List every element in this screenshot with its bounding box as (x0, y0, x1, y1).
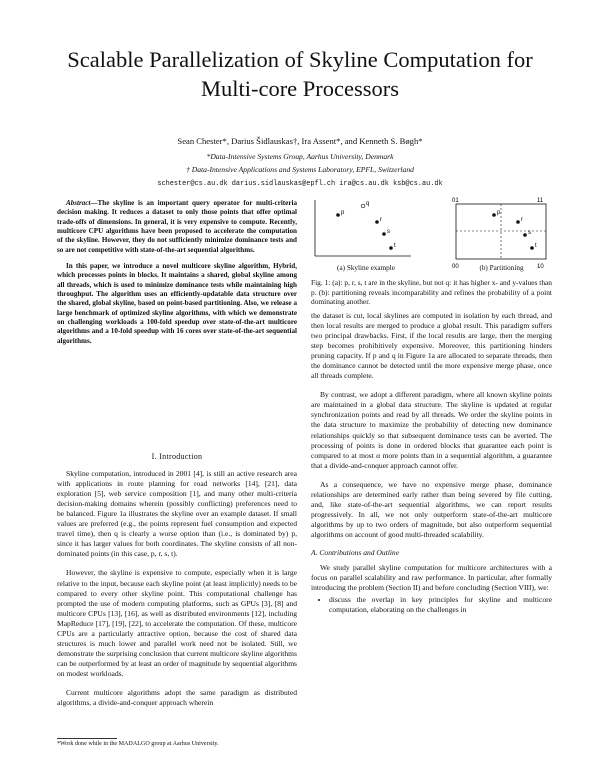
subcaption-a: (a) Skyline example (337, 264, 395, 272)
label-t-a: t (394, 243, 396, 249)
panel-b (452, 198, 546, 270)
intro-paragraph-1: Skyline computation, introduced in 2001 [4], is still an active research area with applications in route planning for road networks [14], [21], data exploration [5], web service composition [1], and many other multi-criteria decision-making domains wherein (possibly conflicting) preferences need to be balanced. Figure 1a illustrates the skyline over an example dataset. If small values are preferred (e.g., the points represent fuel consumption and expected travel time), then q is clearly a worse option than (i.e., is dominated by) p, since it has larger values for both coordinates. The skyline consists of all non-dominated points (in this case, p, r, s, t). (57, 469, 297, 559)
point-q-a (361, 204, 365, 208)
quadrant-11: 11 (537, 198, 544, 204)
subsection-heading-contributions: A. Contributions and Outline (311, 547, 400, 557)
contributions-list (311, 595, 552, 615)
label-s-a: s (387, 229, 390, 235)
figure-1-caption: Fig. 1: (a): p, r, s, t are in the skyline, but not q: it has higher x- and y-values than p. (b): partitioning reveals incomparability and refines the probability of a point dominating another. (311, 278, 552, 307)
affiliation-2: † Data-Intensive Applications and Systems Laboratory, EPFL, Switzerland (186, 165, 414, 174)
left-column-body (57, 452, 297, 708)
label-p-a: p (341, 210, 345, 216)
author-emails: schester@cs.au.dk darius.sidlauskas@epfl.ch ira@cs.au.dk ksb@cs.au.dk (157, 180, 443, 188)
point-s-a (382, 232, 386, 236)
label-p-b: p (497, 210, 501, 216)
abstract-lead: Abstract (66, 199, 91, 207)
label-q-a: q (366, 201, 370, 207)
section-heading-introduction: I. Introduction (151, 452, 203, 461)
panel-a (315, 200, 411, 256)
figure-1 (311, 196, 552, 276)
point-r-a (375, 220, 379, 224)
label-r-b: r (521, 217, 523, 223)
contributions-paragraph: We study parallel skyline computation for multicore architectures with a focus on parallel scalability and raw performance. In particular, after formally introducing the problem (Section II) and before concluding (Section VIII), we: (311, 563, 552, 593)
paper-title: Scalable Parallelization of Skyline Computation for Multi-core Processors (67, 47, 533, 101)
author-list: Sean Chester*, Darius Šidlauskas†, Ira Assent*, and Kenneth S. Bøgh* (177, 136, 423, 146)
abstract-paragraph-1 (57, 199, 297, 255)
point-p-a (336, 213, 340, 217)
right-paragraph-3: As a consequence, we have no expensive merge phase, dominance relationships are determined early rather than being severed by file cutting, and, like state-of-the-art sequential algorithms, we can report results progressively. In all, we not only outperform state-of-the-art multicore algorithms by up to two orders of magnitude, but also outperform sequential algorithms on account of good multi-threaded scalability. (311, 479, 552, 539)
quadrant-10: 10 (537, 264, 544, 270)
abstract (57, 199, 297, 346)
label-t-b: t (535, 243, 537, 249)
right-column-body (311, 311, 552, 615)
abstract-paragraph-2: In this paper, we introduce a novel multicore skyline algorithm, Hybrid, which processes points in blocks. It maintains a shared, global skyline among all threads, which is used to minimize dominance tests while maintaining high throughput. The algorithm uses an efficiently-updatable data structure over the shared, global skyline, based on point-based partitioning. Also, we release a large benchmark of optimized skyline algorithms, with which we demonstrate on challenging workloads a 100-fold speedup over state-of-the-art multicore algorithms and a 10-fold speedup with 16 cores over state-of-the-art sequential algorithms. (57, 262, 297, 345)
right-paragraph-1: the dataset is cut, local skylines are computed in isolation by each thread, and then local results are merged to produce a global result. This paradigm suffers two principal drawbacks. First, if the local results are large, then the merging step becomes prohibitively expensive. Moreover, this partitioning hinders pruning capacity. If p and q in Figure 1a are allocated to separate threads, then the dominance cannot be detected until the more expensive merge phase, once all threads complete. (311, 311, 552, 381)
point-p-b (492, 213, 496, 217)
affiliation-1: *Data-Intensive Systems Group, Aarhus University, Denmark (206, 152, 394, 161)
point-t-b (530, 246, 534, 250)
intro-paragraph-3: Current multicore algorithms adopt the same paradigm as distributed algorithms, a divide-and-conquer approach wherein (57, 687, 297, 708)
point-s-b (523, 233, 527, 237)
label-s-b: s (528, 230, 531, 236)
footnote-rule (57, 738, 117, 739)
contribution-bullet-1: • discuss the overlap in key principles for skyline and multicore computation, elaborating on the challenges in (329, 595, 552, 615)
intro-paragraph-2: However, the skyline is expensive to compute, especially when it is large relative to the input, because each skyline point (at least implicitly) needs to be compared to every other skyline point. This computational challenge has prompted the use of modern computing platforms, such as GPUs [3], [8] and multicore CPUs [13], [16], as well as distributed environments [12], including MapReduce [17], [19], [22], to accelerate the computation. Of these, multicore CPUs are a particularly attractive option, because the cost of shared data structures is much lower and parallel work need not be isolated. Still, we demonstrate the surprising conclusion that current multicore skyline algorithms can be outperformed by at least an order of magnitude by sequential algorithms on modest workloads. (57, 568, 297, 678)
right-paragraph-2: By contrast, we adopt a different paradigm, where all known skyline points are maintained in a global data structure. The skyline is updated at regular synchronization points and read by all threads. We order the skyline points in the data structure to maximize the probability of detecting new dominance relationships quickly so that subsequent dominance tests can be averted. The processing of points is done in ordered blocks that guarantee each point is compared to at most α more points than in a sequential algorithm, a guarantee that a divide-and-conquer approach cannot offer. (311, 390, 552, 470)
point-r-b (516, 220, 520, 224)
abstract-text-1: —The skyline is an important query operator for multi-criteria decision making. It reduces a dataset to only those points that offer optimal trade-offs of dimensions. In general, it is very expensive to compute. Recently, multicore CPU algorithms have been proposed to accelerate the computation of the skyline. However, they do not sufficiently minimize dominance tests and so are not competitive with state-of-the-art sequential algorithms. (57, 199, 297, 254)
quadrant-00: 00 (452, 264, 459, 270)
quadrant-01: 01 (452, 198, 459, 204)
subcaption-b: (b) Partitioning (479, 264, 524, 272)
point-t-a (389, 246, 393, 250)
footnote: *Work done while in the MADALGO group at Aarhus University. (57, 741, 219, 747)
label-r-a: r (380, 217, 382, 223)
